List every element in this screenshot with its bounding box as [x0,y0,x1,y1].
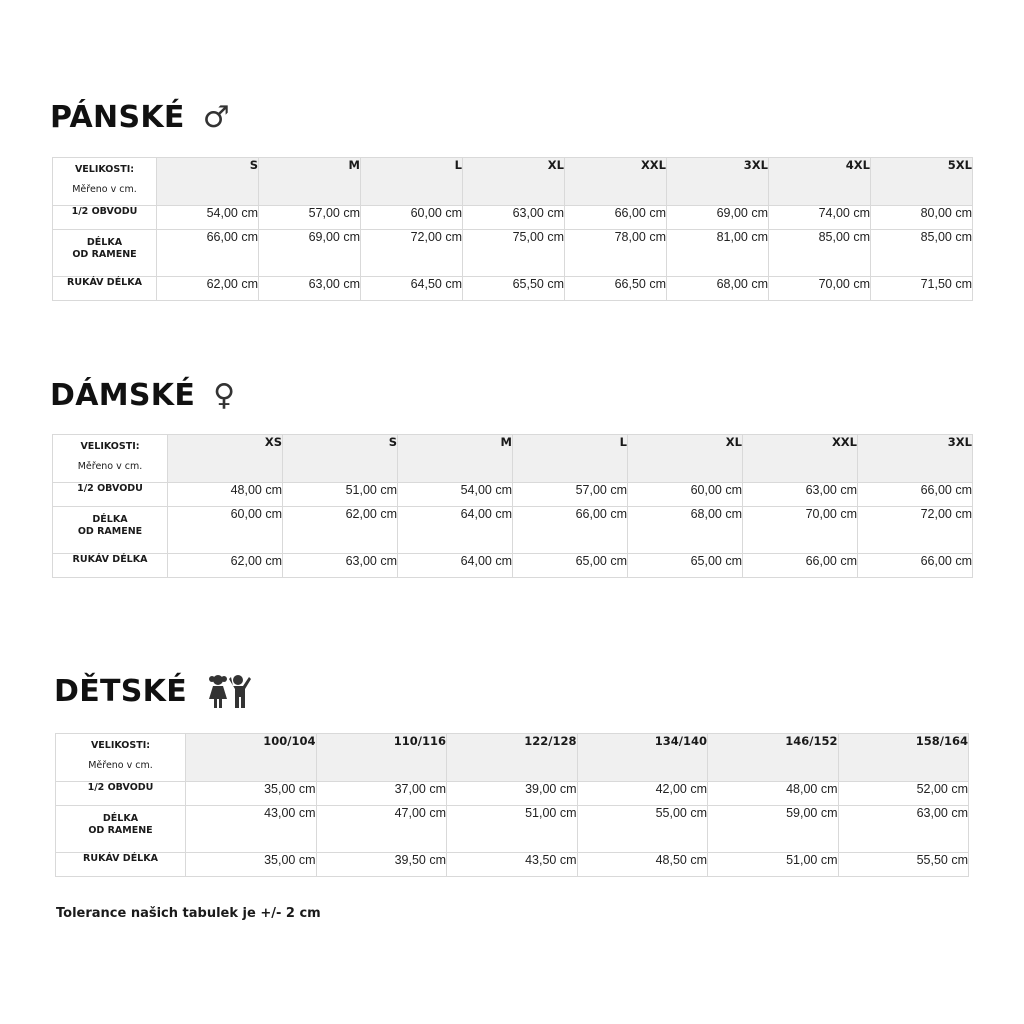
measurement-cell: 65,00 cm [628,554,743,578]
row-label-line1: RUKÁV DÉLKA [72,554,148,565]
women-size-table [52,434,973,578]
size-header: XL [628,435,743,483]
size-header: 146/152 [708,734,839,782]
measurement-cell: 66,00 cm [858,554,973,578]
size-header: 158/164 [838,734,969,782]
measurement-cell: 70,00 cm [743,507,858,554]
measurement-cell: 48,00 cm [168,483,283,507]
measurement-cell: 85,00 cm [769,230,871,277]
children-icon [205,673,251,709]
sizes-label: VELIKOSTI: [90,740,151,751]
measurement-cell: 66,50 cm [565,277,667,301]
section-title-kids [54,673,251,709]
header-row [53,158,973,206]
measurement-cell: 65,00 cm [513,554,628,578]
section-title-women [50,378,235,413]
measurement-cell: 74,00 cm [769,206,871,230]
size-header: 110/116 [316,734,447,782]
measurement-cell: 63,00 cm [259,277,361,301]
measurement-cell: 85,00 cm [871,230,973,277]
row-label-line1: DÉLKA [86,237,123,248]
measurement-cell: 39,00 cm [447,782,578,806]
row-label [53,483,168,507]
measurement-cell: 68,00 cm [628,507,743,554]
measurement-cell: 43,50 cm [447,853,578,877]
row-label-line1: 1/2 OBVODU [77,483,143,494]
row-label-line2: OD RAMENE [88,825,153,836]
row-label-line1: DÉLKA [92,514,128,525]
row-label-line1: RUKÁV DÉLKA [83,853,158,864]
measurement-cell: 62,00 cm [283,507,398,554]
section-title-men [50,100,230,135]
row-label [53,554,168,578]
measurement-cell: 54,00 cm [157,206,259,230]
measurement-cell: 54,00 cm [398,483,513,507]
row-label-line1: RUKÁV DÉLKA [67,277,142,288]
row-label-line2: OD RAMENE [77,526,143,537]
measurement-cell: 52,00 cm [838,782,969,806]
row-label-line2: OD RAMENE [72,249,137,260]
measurement-cell: 55,50 cm [838,853,969,877]
table-row [53,554,973,578]
measurement-cell: 37,00 cm [316,782,447,806]
measurement-cell: 80,00 cm [871,206,973,230]
measurement-cell: 71,50 cm [871,277,973,301]
row-label-line1: DÉLKA [102,813,139,824]
measurement-cell: 51,00 cm [447,806,578,853]
measurement-cell: 69,00 cm [259,230,361,277]
measurement-cell: 62,00 cm [157,277,259,301]
table-row [53,206,973,230]
size-header: M [398,435,513,483]
size-header: 4XL [769,158,871,206]
measurement-cell: 64,50 cm [361,277,463,301]
table-row [56,806,969,853]
table-row [53,483,973,507]
measurement-cell: 72,00 cm [858,507,973,554]
row-label [53,277,157,301]
measurement-cell: 64,00 cm [398,507,513,554]
size-header: M [259,158,361,206]
measurement-cell: 60,00 cm [168,507,283,554]
measurement-cell: 69,00 cm [667,206,769,230]
header-row [53,435,973,483]
measurement-cell: 81,00 cm [667,230,769,277]
female-symbol-icon: ♀ [213,378,236,413]
table-row [53,507,973,554]
measurement-cell: 66,00 cm [565,206,667,230]
table-row [56,782,969,806]
size-header: 3XL [667,158,769,206]
size-header: XL [463,158,565,206]
measurement-cell: 65,50 cm [463,277,565,301]
measurement-cell: 48,50 cm [577,853,708,877]
size-header: 5XL [871,158,973,206]
size-header: 3XL [858,435,973,483]
measurement-cell: 43,00 cm [186,806,317,853]
kids-size-table [55,733,969,877]
sizes-label-cell [53,158,157,206]
measurement-cell: 70,00 cm [769,277,871,301]
men-title-text: PÁNSKÉ [50,100,185,135]
measurement-cell: 63,00 cm [283,554,398,578]
row-label-line1: 1/2 OBVODU [87,782,154,793]
measurement-cell: 66,00 cm [157,230,259,277]
table-row [56,853,969,877]
measurement-cell: 66,00 cm [858,483,973,507]
measurement-cell: 57,00 cm [259,206,361,230]
measurement-cell: 35,00 cm [186,853,317,877]
row-label [56,853,186,877]
measurement-cell: 51,00 cm [283,483,398,507]
measurement-cell: 42,00 cm [577,782,708,806]
size-header: 122/128 [447,734,578,782]
measurement-cell: 59,00 cm [708,806,839,853]
table-row [53,230,973,277]
measurement-cell: 35,00 cm [186,782,317,806]
row-label-line1: 1/2 OBVODU [71,206,138,217]
size-header: S [157,158,259,206]
row-label [56,782,186,806]
measurement-cell: 63,00 cm [838,806,969,853]
measurement-cell: 48,00 cm [708,782,839,806]
sizes-label-cell [53,435,168,483]
measurement-cell: 62,00 cm [168,554,283,578]
measurement-cell: 60,00 cm [628,483,743,507]
men-size-table [52,157,973,301]
row-label [53,206,157,230]
measurement-cell: 64,00 cm [398,554,513,578]
kids-title-text: DĚTSKÉ [54,673,188,709]
size-header: S [283,435,398,483]
measurement-cell: 60,00 cm [361,206,463,230]
size-header: L [361,158,463,206]
women-title-text: DÁMSKÉ [50,378,196,413]
tolerance-note: Tolerance našich tabulek je +/- 2 cm [56,906,321,921]
sizes-label-cell [56,734,186,782]
row-label [53,230,157,277]
measurement-cell: 66,00 cm [513,507,628,554]
size-header: L [513,435,628,483]
size-header: XXL [743,435,858,483]
sizes-label: VELIKOSTI: [80,441,140,452]
table-row [53,277,973,301]
measured-in-label: Měřeno v cm. [72,184,137,195]
measurement-cell: 72,00 cm [361,230,463,277]
header-row [56,734,969,782]
measurement-cell: 51,00 cm [708,853,839,877]
row-label [53,507,168,554]
measurement-cell: 57,00 cm [513,483,628,507]
measurement-cell: 78,00 cm [565,230,667,277]
male-symbol-icon: ♂ [202,100,230,135]
measurement-cell: 47,00 cm [316,806,447,853]
measured-in-label: Měřeno v cm. [77,461,143,472]
size-header: 134/140 [577,734,708,782]
measurement-cell: 39,50 cm [316,853,447,877]
measurement-cell: 63,00 cm [463,206,565,230]
measurement-cell: 68,00 cm [667,277,769,301]
measurement-cell: 55,00 cm [577,806,708,853]
size-header: XS [168,435,283,483]
size-header: XXL [565,158,667,206]
sizes-label: VELIKOSTI: [74,164,135,175]
measurement-cell: 66,00 cm [743,554,858,578]
measurement-cell: 75,00 cm [463,230,565,277]
row-label [56,806,186,853]
measured-in-label: Měřeno v cm. [88,760,153,771]
measurement-cell: 63,00 cm [743,483,858,507]
size-header: 100/104 [186,734,317,782]
